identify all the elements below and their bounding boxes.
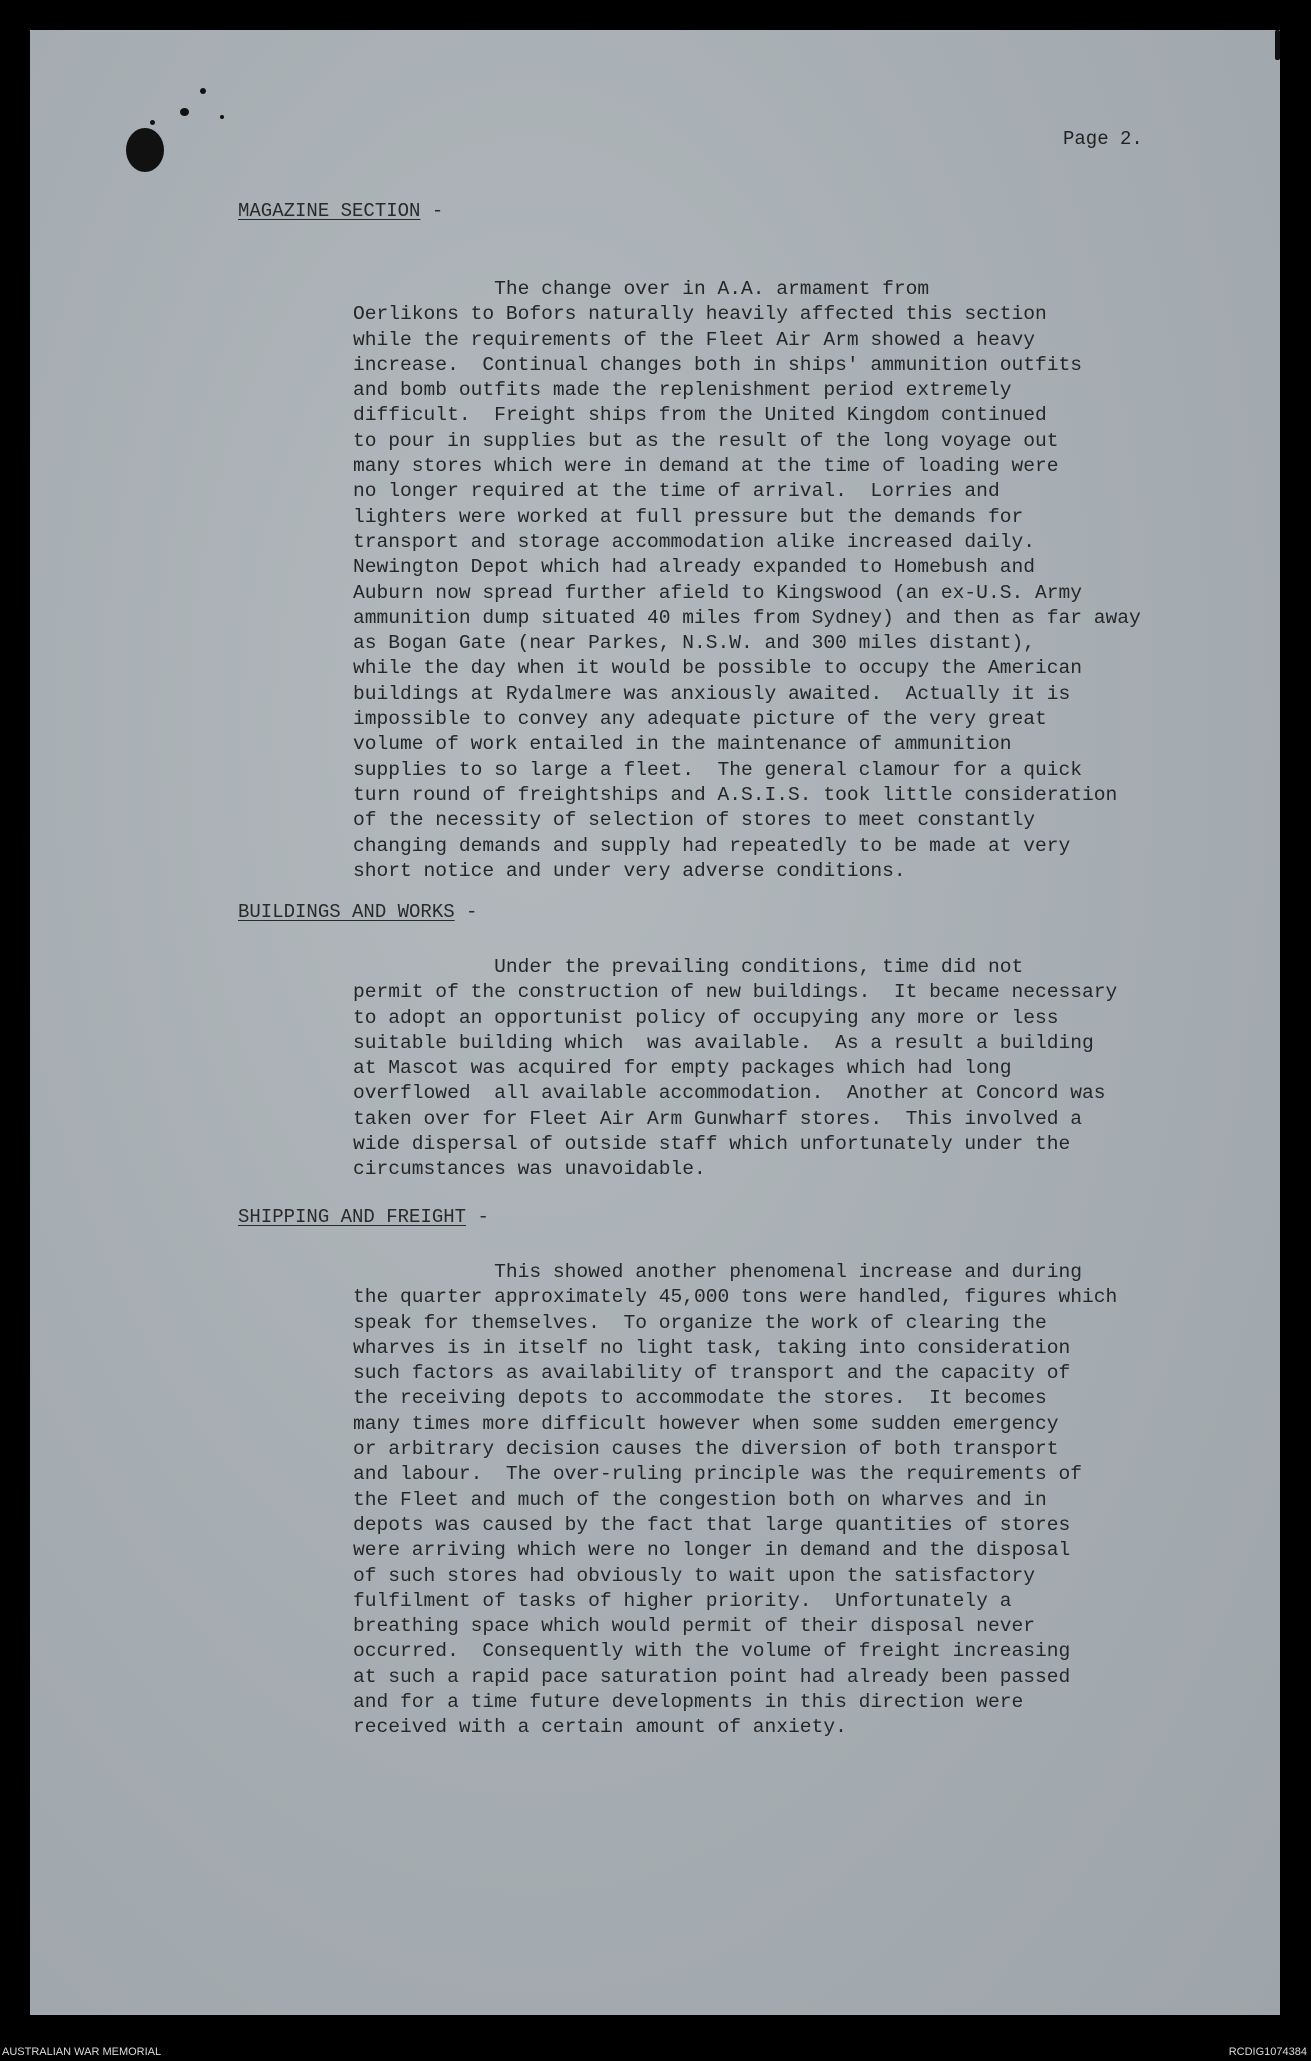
ink-blot — [126, 128, 164, 172]
section-paragraph-magazine: The change over in A.A. armament from Oerlikons to Bofors naturally heavily affected this section while the requirements of the Fleet Air Arm showed a heavy increase. Continual changes both in ships' ammunition outfits and bomb outfits made the replenishment period extremely difficult. Freight ships from the United Kingdom continued to pour in supplies but as the result of the long voyage out many stores which were in demand at the time of loading were no longer required at the time of arrival. Lorries and lighters were worked at full pressure but the demands for transport and storage accommodation alike increased daily. Newington Depot which had already expanded to Homebush and Auburn now spread further afield to Kingswood (an ex-U.S. Army ammunition dump situated 40 miles from Sydney) and then as far away as Bogan Gate (near Parkes, N.S.W. and 300 miles distant), while the day when it would be possible to occupy the American buildings at Rydalmere was anxiously awaited. Actually it is impossible to convey any adequate picture of the very great volume of work entailed in the maintenance of ammunition supplies to so large a fleet. The general clamour for a quick turn round of freightships and A.S.I.S. took little consideration of the necessity of selection of stores to meet constantly changing demands and supply had repeatedly to be made at very short notice and under very adverse conditions. — [353, 278, 1141, 882]
ink-spot — [1275, 30, 1280, 60]
section-paragraph-shipping: This showed another phenomenal increase and during the quarter approximately 45,000 tons were handled, figures which speak for themselves. To organize the work of clearing the wharves is in itself no light task, taking into consideration such factors as availability of transport and the capacity of the receiving depots to accommodate the stores. It becomes many times more difficult however when some sudden emergency or arbitrary decision causes the diversion of both transport and labour. The over-ruling principle was the requirements of the Fleet and much of the congestion both on wharves and in depots was caused by the fact that large quantities of stores were arriving which were no longer in demand and the disposal of such stores had obviously to wait upon the satisfactory fulfilment of tasks of higher priority. Unfortunately a breathing space which would permit of their disposal never occurred. Consequently with the volume of freight increasing at such a rapid pace saturation point had already been passed and for a time future developments in this direction were received with a certain amount of anxiety. — [353, 1261, 1118, 1739]
section-heading-magazine — [238, 200, 443, 222]
heading-dash: - — [466, 1206, 489, 1228]
heading-dash: - — [420, 200, 444, 222]
ink-spot — [200, 88, 206, 94]
page-number: Page 2. — [1063, 128, 1143, 150]
ink-spot — [180, 108, 189, 116]
footer-right-label: RCDIG1074384 — [1228, 2046, 1307, 2058]
ink-spot — [220, 115, 224, 119]
section-heading-buildings — [238, 901, 477, 923]
section-heading-text: SHIPPING AND FREIGHT — [238, 1206, 467, 1228]
section-heading-shipping — [238, 1206, 489, 1228]
footer-left-label: AUSTRALIAN WAR MEMORIAL — [2, 2046, 162, 2058]
section-heading-text: MAGAZINE SECTION — [238, 200, 421, 222]
document-page — [30, 30, 1280, 2015]
section-paragraph-buildings: Under the prevailing conditions, time did not permit of the construction of new buildings. It became necessary to adopt an opportunist policy of occupying any more or less suitable building which was available. As a result a building at Mascot was acquired for empty packages which had long overflowed all available accommodation. Another at Concord was taken over for Fleet Air Arm Gunwharf stores. This involved a wide dispersal of outside staff which unfortunately under the circumstances was unavoidable. — [353, 956, 1118, 1181]
ink-spot — [150, 120, 155, 125]
section-heading-text: BUILDINGS AND WORKS — [238, 901, 455, 923]
heading-dash: - — [454, 901, 478, 923]
